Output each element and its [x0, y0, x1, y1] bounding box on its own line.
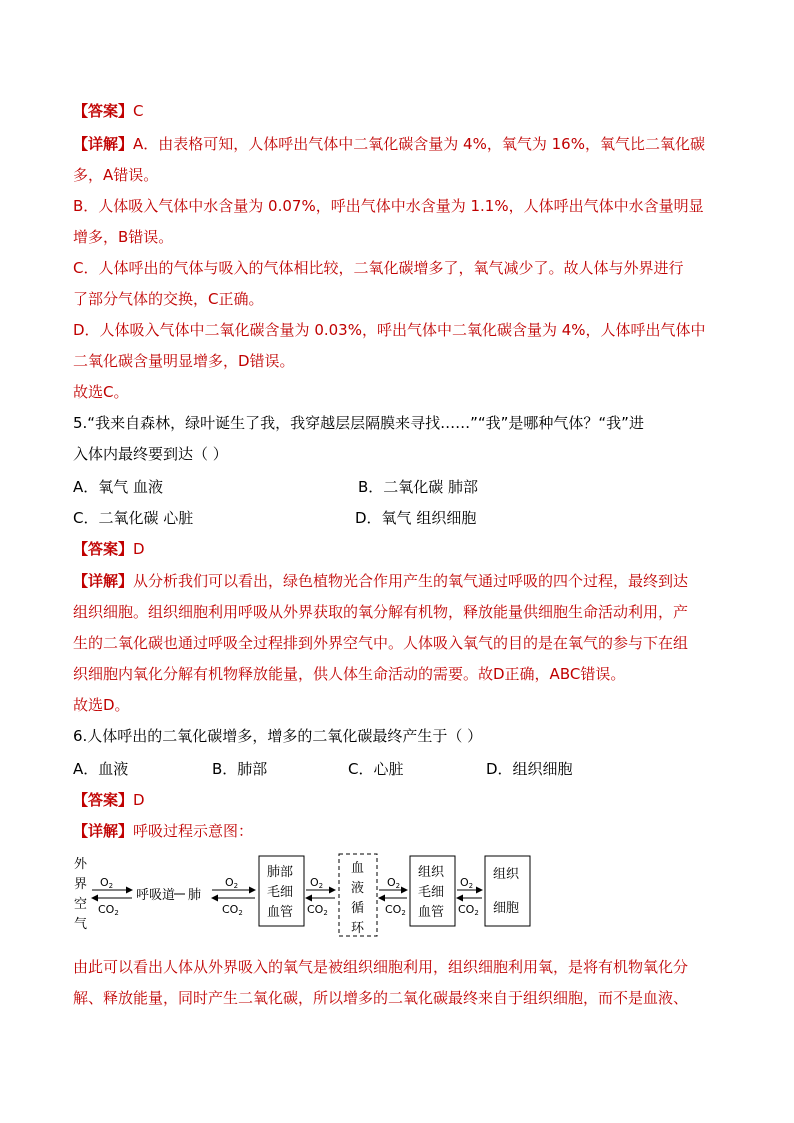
tissue-capillary-label-2: 毛细 [418, 885, 445, 900]
o2-label-5: O2 [460, 876, 474, 890]
tissue-cell-label-2: 细胞 [493, 901, 520, 916]
answer-value: C [133, 102, 144, 120]
blood-circulation-label-3: 循 [351, 901, 365, 916]
q6-option-d: D．组织细胞 [486, 760, 573, 778]
blood-circulation-label-2: 液 [351, 881, 365, 896]
q5-option-a: A．氧气 血液 [73, 478, 164, 496]
q5-detail-line-5: 故选D。 [73, 696, 130, 714]
q4-detail-line-6: 了部分气体的交换，C正确。 [73, 290, 264, 308]
q5-stem-line-1: 5.“我来自森林，绿叶诞生了我，我穿越层层隔膜来寻找……”“我”是哪种气体？“我”进 [73, 414, 644, 432]
tissue-capillary-label-1: 组织 [418, 865, 445, 880]
answer-value: D [133, 540, 145, 558]
q4-detail-line-8: 二氧化碳含量明显增多，D错误。 [73, 352, 295, 370]
q6-stem: 6.人体呼出的二氧化碳增多，增多的二氧化碳最终产生于（ ） [73, 727, 483, 745]
q5-option-b: B．二氧化碳 肺部 [358, 478, 479, 496]
q4-detail-line-2: 多，A错误。 [73, 166, 159, 184]
q4-detail-line-9: 故选C。 [73, 383, 129, 401]
outside-air-label-2: 界 [74, 877, 88, 892]
detail-tag: 【详解】 [73, 135, 134, 153]
q4-detail-line-1 [73, 133, 705, 155]
answer-tag: 【答案】 [73, 791, 134, 809]
alveolar-capillary-label-2: 毛细 [267, 885, 294, 900]
co2-label-2: CO2 [222, 903, 243, 917]
o2-label-2: O2 [225, 876, 239, 890]
o2-label-1: O2 [100, 876, 114, 890]
detail-text: 从分析我们可以看出，绿色植物光合作用产生的氧气通过呼吸的四个过程，最终到达 [133, 572, 689, 590]
q5-detail-line-4: 织细胞内氧化分解有机物释放能量，供人体生命活动的需要。故D正确，ABC错误。 [73, 665, 626, 683]
q5-detail-line-3: 生的二氧化碳也通过呼吸全过程排到外界空气中。人体吸入氧气的目的是在氧气的参与下在组 [73, 634, 689, 652]
q5-stem-line-2: 入体内最终要到达（ ） [73, 445, 228, 463]
co2-label-3: CO2 [307, 903, 328, 917]
tissue-cell-label-1: 组织 [493, 867, 520, 882]
detail-tag: 【详解】 [73, 822, 134, 840]
q5-option-c: C．二氧化碳 心脏 [73, 509, 194, 527]
alveolar-capillary-label-3: 血管 [267, 905, 294, 920]
q5-answer-line [73, 538, 145, 560]
q5-detail-line-1 [73, 570, 688, 592]
co2-label-5: CO2 [458, 903, 479, 917]
blood-circulation-label-1: 血 [351, 861, 365, 876]
co2-label-4: CO2 [385, 903, 406, 917]
detail-intro: 呼吸过程示意图： [133, 822, 254, 840]
q5-detail-line-2: 组织细胞。组织细胞利用呼吸从外界获取的氧分解有机物，释放能量供细胞生命活动利用，产 [73, 603, 689, 621]
q4-detail-line-5: C．人体呼出的气体与吸入的气体相比较，二氧化碳增多了，氧气减少了。故人体与外界进行 [73, 259, 684, 277]
q6-detail-line [73, 820, 253, 842]
answer-value: D [133, 791, 145, 809]
respiration-diagram [70, 848, 540, 940]
alveolar-capillary-label-1: 肺部 [267, 865, 294, 880]
q4-detail-line-7: D．人体吸入气体中二氧化碳含量为 0.03%，呼出气体中二氧化碳含量为 4%，人体呼出气体中 [73, 321, 706, 339]
q6-option-c: C．心脏 [348, 760, 404, 778]
q4-detail-line-3: B．人体吸入气体中水含量为 0.07%，呼出气体中水含量为 1.1%，人体呼出气体中水含量明显 [73, 197, 704, 215]
q6-answer-line [73, 789, 145, 811]
co2-label-1: CO2 [98, 903, 119, 917]
q4-answer-line [73, 100, 144, 122]
outside-air-label-4: 气 [74, 917, 88, 932]
o2-label-4: O2 [387, 876, 401, 890]
q5-option-d: D．氧气 组织细胞 [355, 509, 477, 527]
blood-circulation-label-4: 环 [351, 921, 365, 936]
o2-label-3: O2 [310, 876, 324, 890]
lung-label: 肺 [188, 888, 202, 903]
answer-tag: 【答案】 [73, 540, 134, 558]
detail-tag: 【详解】 [73, 572, 134, 590]
airway-label: 呼吸道 [136, 888, 176, 903]
outside-air-label-1: 外 [74, 857, 88, 872]
outside-air-label-3: 空 [74, 897, 88, 912]
q4-detail-line-4: 增多，B错误。 [73, 228, 174, 246]
q6-conclusion-line-1: 由此可以看出人体从外界吸入的氧气是被组织细胞利用，组织细胞利用氧，是将有机物氧化分 [73, 958, 689, 976]
answer-tag: 【答案】 [73, 102, 134, 120]
q6-option-b: B．肺部 [212, 760, 268, 778]
q6-option-a: A．血液 [73, 760, 129, 778]
detail-text: A．由表格可知，人体呼出气体中二氧化碳含量为 4%，氧气为 16%，氧气比二氧化碳 [133, 135, 705, 153]
q6-conclusion-line-2: 解、释放能量，同时产生二氧化碳，所以增多的二氧化碳最终来自于组织细胞，而不是血液、 [73, 989, 689, 1007]
tissue-capillary-label-3: 血管 [418, 905, 445, 920]
